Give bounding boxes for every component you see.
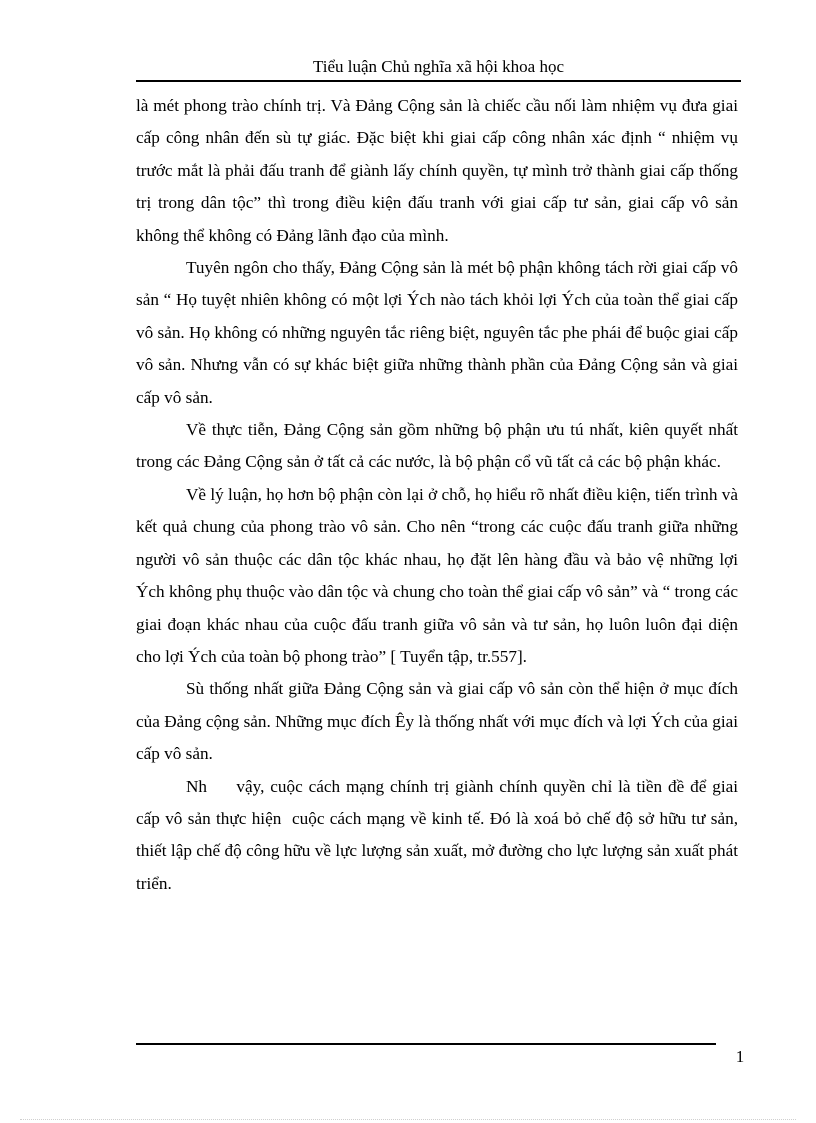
- paragraph-1: là mét phong trào chính trị. Và Đảng Cộng sản là chiếc cầu nối làm nhiệm vụ đưa giai cấp công nhân đến sù tự giác. Đặc biệt khi giai cấp công nhân xác định “ nhiệm vụ trước mắt là phải đấu tranh để giành lấy chính quyền, tự mình trở thành giai cấp thống trị trong dân tộc” thì trong điều kiện đấu tranh với giai cấp tư sản, giai cấp vô sản không thể không có Đảng lãnh đạo của mình.: [136, 96, 738, 245]
- paragraph-5: Sù thống nhất giữa Đảng Cộng sản và giai cấp vô sản còn thể hiện ở mục đích của Đảng cộng sản. Những mục đích Êy là thống nhất với mục đích và lợi Ých của giai cấp vô sản.: [136, 679, 738, 764]
- paragraph-3: Về thực tiễn, Đảng Cộng sản gồm những bộ phận ưu tú nhất, kiên quyết nhất trong các Đảng Cộng sản ở tất cả các nước, là bộ phận cổ vũ tất cả các bộ phận khác.: [136, 420, 738, 472]
- footer-rule: [136, 1043, 716, 1045]
- running-header-title: Tiểu luận Chủ nghĩa xã hội khoa học: [312, 57, 565, 76]
- page-number: 1: [735, 1047, 745, 1066]
- body-text: [136, 90, 747, 900]
- paragraph-6: Nh vậy, cuộc cách mạng chính trị giành chính quyền chỉ là tiền đề để giai cấp vô sản thực hiện cuộc cách mạng về kinh tế. Đó là xoá bỏ chế độ sở hữu tư sản, thiết lập chế độ công hữu về lực lượng sản xuất, mở đường cho lực lượng sản xuất phát triển.: [136, 776, 747, 893]
- paragraph-2: Tuyên ngôn cho thấy, Đảng Cộng sản là mét bộ phận không tách rời giai cấp vô sản “ Họ tuyệt nhiên không có một lợi Ých nào tách khỏi lợi Ých của toàn thể giai cấp vô sản. Họ không có những nguyên tắc riêng biệt, nguyên tắc phe phái để buộc giai cấp vô sản. Nhưng vẫn có sự khác biệt giữa những thành phần của Đảng Cộng sản và giai cấp vô sản.: [136, 258, 738, 407]
- paragraph-4: Về lý luận, họ hơn bộ phận còn lại ở chỗ, họ hiểu rõ nhất điều kiện, tiến trình và kết quả chung của phong trào vô sản. Cho nên “trong các cuộc đấu tranh giữa những người vô sản thuộc các dân tộc khác nhau, họ đặt lên hàng đầu và bảo vệ những lợi Ých không phụ thuộc vào dân tộc và chung cho toàn thể giai cấp vô sản” và “ trong các giai đoạn khác nhau của cuộc đấu tranh giữa vô sản và tư sản, họ luôn luôn đại diện cho lợi Ých của toàn bộ phong trào” [ Tuyển tập, tr.557].: [136, 484, 738, 666]
- page-edge-divider: [20, 1119, 796, 1120]
- header-rule: [136, 80, 741, 82]
